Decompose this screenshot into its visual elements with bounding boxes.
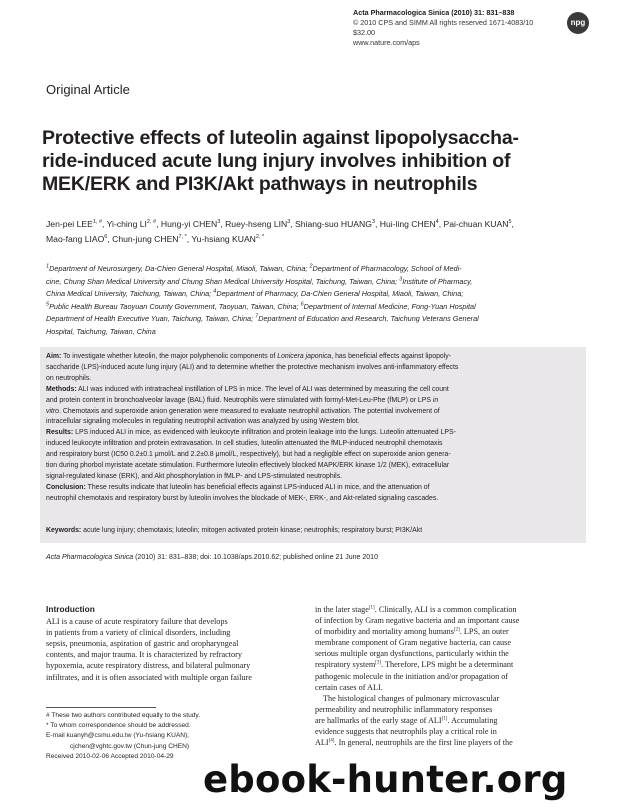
abstract-line: on neutrophils.: [46, 374, 92, 382]
abstract-line: intracellular signaling molecules in regulating neutrophil activation was analyzed by using Western blot.: [46, 418, 360, 426]
author-name: Mao-fang LIAO: [46, 234, 105, 244]
affiliation-line: Department of Health Executive Yuan, Taichung, Taiwan, China; $^7$Department of Education and Research, Taichung Veterans General: [46, 313, 479, 324]
title-line: Protective effects of luteolin against lipopolysaccha-: [42, 127, 519, 149]
author-sup: 3: [217, 219, 221, 226]
title-line: ride-induced acute lung injury involves inhibition of: [42, 150, 511, 172]
author-sup: 2, *: [255, 234, 265, 241]
body-line: are hallmarks of the early stage of ALI[1]. Accumulating: [315, 715, 498, 725]
intro-left-column: [46, 604, 306, 683]
copyright-line: © 2010 CPS and SIMM All rights reserved 1671-4083/10 $32.00: [353, 18, 534, 37]
abstract-line: Results: LPS induced ALI in mice, as evidenced with leukocyte infiltration and protein leakage into the lungs. Luteolin attenuated LPS-: [46, 429, 456, 437]
body-line: sepsis, pneumonia, aspiration of gastric and oropharyngeal: [46, 639, 239, 649]
body-line: infiltrates, and it is often associated with multiple organ failure: [46, 672, 252, 682]
abstract-line: saccharide (LPS)-induced acute lung injury (ALI) and to determine whether the protective mechanism involves anti-inflammatory effects: [46, 363, 459, 371]
paper-title: [42, 127, 582, 196]
author-name: ,: [511, 219, 514, 229]
footnote-line: # These two authors contributed equally to the study.: [46, 712, 201, 719]
body-line: membrane component of Gram negative bacteria, can cause: [315, 638, 511, 648]
affiliation-line: $^1$Department of Neurosurgery, Da-Chien General Hospital, Miaoli, Taiwan, China; $^2$Department of Pharmacology, School of Medi-: [46, 263, 462, 273]
abstract: [46, 352, 586, 505]
intro-right-column: [315, 604, 587, 748]
footnotes: [46, 711, 306, 762]
title-line: MEK/ERK and PI3K/Akt pathways in neutrophils: [42, 173, 478, 195]
affiliations: [46, 263, 586, 339]
author-name: , Hui-ling CHEN: [375, 219, 436, 229]
affiliation-line: $^5$Public Health Bureau Taoyuan County Government, Taoyuan, Taiwan, China; $^6$Department of Internal Medicine, Fong-Yuan Hospital: [46, 301, 476, 311]
author-name: , Chun-jung CHEN: [107, 234, 179, 244]
abstract-line: neutrophil chemotaxis and respiratory burst by luteolin involves the blockade of MEK-, ERK-, and Akt-related signaling cascades.: [46, 494, 439, 502]
author-sup: 6: [104, 234, 108, 241]
author-sup: 1, #: [92, 219, 103, 226]
body-line: The histological changes of pulmonary microvascular: [315, 693, 500, 703]
footnote-line[interactable]: cjchen@vghtc.gov.tw (Chun-jung CHEN): [70, 742, 190, 750]
body-line: respiratory system[3]. Therefore, LPS might be a determinant: [315, 660, 514, 670]
affiliation-line: China Medical University, Taichung, Taiwan, China; $^4$Department of Pharmacy, Da-Chien General Hospital, Miaoli, Taiwan, China;: [46, 288, 464, 299]
abstract-line: Aim: To investigate whether luteolin, the major polyphenolic components of Lonicera japonica, has beneficial effects against lipopoly-: [46, 353, 452, 360]
body-line: evidence suggests that neutrophils play a critical role in: [315, 727, 497, 737]
abstract-line: vitro. Chemotaxis and superoxide anion generation were measured to evaluate neutrophil activation. The potential involvement of: [46, 407, 440, 415]
author-sup: 5: [508, 219, 512, 226]
affiliation-line: cine, Chung Shan Medical University and Chung Shan Medical University Hospital, Taichung, Taiwan, China; $^3$Institute of Pharmacy,: [46, 276, 473, 286]
footnote-line[interactable]: E-mail kuanyh@csmu.edu.tw (Yu-hsiang KUAN);: [46, 732, 190, 740]
body-line: contents, and major trauma. It is characterized by refractory: [46, 650, 242, 660]
intro-heading: Introduction: [46, 604, 95, 614]
abstract-line: signal-regulated kinase (ERK), and Akt phosphorylation in fMLP- and LPS-stimulated neutrophils.: [46, 472, 343, 480]
author-name: , Yu-hsiang KUAN: [186, 234, 256, 244]
body-line: of infection by Gram negative bacteria and an important cause: [315, 616, 520, 626]
abstract-line: and protein content in bronchoalveolar lavage (BAL) fluid. Neutrophils were stimulated with formyl-Met-Leu-Phe (fMLP) or LPS in: [46, 396, 439, 404]
watermark: ebook-hunter.org: [203, 758, 568, 801]
abstract-line: and respiratory burst (IC50 0.2±0.1 μmol/L and 2.2±0.8 μmol/L, respectively), but had a negligible effect on superoxide anion genera-: [46, 451, 451, 459]
abstract-line: Methods: ALI was induced with intratracheal instillation of LPS in mice. The level of ALI was determined by measuring the cell count: [46, 385, 449, 393]
journal-url[interactable]: www.nature.com/aps: [353, 38, 420, 47]
body-line: serious multiple organ dysfunctions, particularly within the: [315, 649, 509, 659]
body-line: of morbidity and mortality among humans[2]. LPS, an outer: [315, 627, 509, 637]
body-line: ALI[4]. In general, neutrophils are the first line players of the: [315, 738, 513, 748]
body-line: pathogenic molecule in the initiation and/or propagation of: [315, 671, 509, 681]
journal-header: [353, 8, 553, 48]
journal-line: Acta Pharmacologica Sinica (2010) 31: 831–838: [353, 8, 515, 17]
author-name: , Ruey-hseng LIN: [220, 219, 288, 229]
body-line: ALI is a cause of acute respiratory failure that develops: [46, 617, 228, 627]
author-sup: 3: [287, 219, 291, 226]
affiliation-line: Hospital, Taichung, Taiwan, China: [46, 326, 156, 336]
citation-line: Acta Pharmacologica Sinica (2010) 31: 831–838; doi: 10.1038/aps.2010.62; published online 21 June 2010: [46, 554, 378, 561]
author-name: , Shiang-suo HUANG: [290, 219, 372, 229]
author-list: [46, 217, 586, 247]
footnote-line: Received 2010-02-06 Accepted 2010-04-29: [46, 752, 174, 760]
abstract-line: tion during phorbol myristate acetate stimulation. Furthermore luteolin effectively blocked MAPK/ERK kinase 1/2 (MEK), extracellular: [46, 462, 450, 470]
author-sup: 7, *: [178, 234, 187, 241]
body-line: hypoxemia, acute respiratory distress, and bilateral pulmonary: [46, 661, 251, 671]
footnote-line: * To whom correspondence should be addressed.: [46, 722, 191, 730]
footnote-divider: [46, 707, 156, 708]
author-sup: 4: [435, 219, 439, 226]
author-sup: 2, #: [146, 219, 157, 226]
npg-logo: npg: [567, 12, 589, 34]
author-sup: 3: [371, 219, 375, 226]
body-line: in patients from a variety of clinical disorders, including: [46, 628, 231, 638]
author-name: , Pai-chuan KUAN: [438, 219, 509, 229]
author-name: , Hung-yi CHEN: [156, 219, 218, 229]
author-line: [46, 217, 586, 232]
abstract-line: Conclusion: These results indicate that luteolin has beneficial effects against LPS-induced ALI in mice, and the attenuation of: [46, 483, 430, 491]
article-type: Original Article: [46, 82, 130, 97]
abstract-line: induced leukocyte infiltration and protein extravasation. In cell studies, luteolin attenuated the fMLP-induced neutrophil chemotaxis: [46, 440, 443, 448]
keywords: Keywords: acute lung injury; chemotaxis; luteolin; mitogen activated protein kinase; neutrophils; respiratory burst; PI3K/Akt: [46, 527, 423, 534]
author-name: Jen-pei LEE: [46, 219, 93, 229]
body-line: permeability and neutrophilic inflammatory responses: [315, 704, 493, 714]
body-line: in the later stage[1]. Clinically, ALI is a common complication: [315, 605, 517, 614]
author-name: , Yi-ching LI: [102, 219, 147, 229]
body-line: certain cases of ALI.: [315, 682, 383, 692]
author-line: [46, 232, 586, 247]
